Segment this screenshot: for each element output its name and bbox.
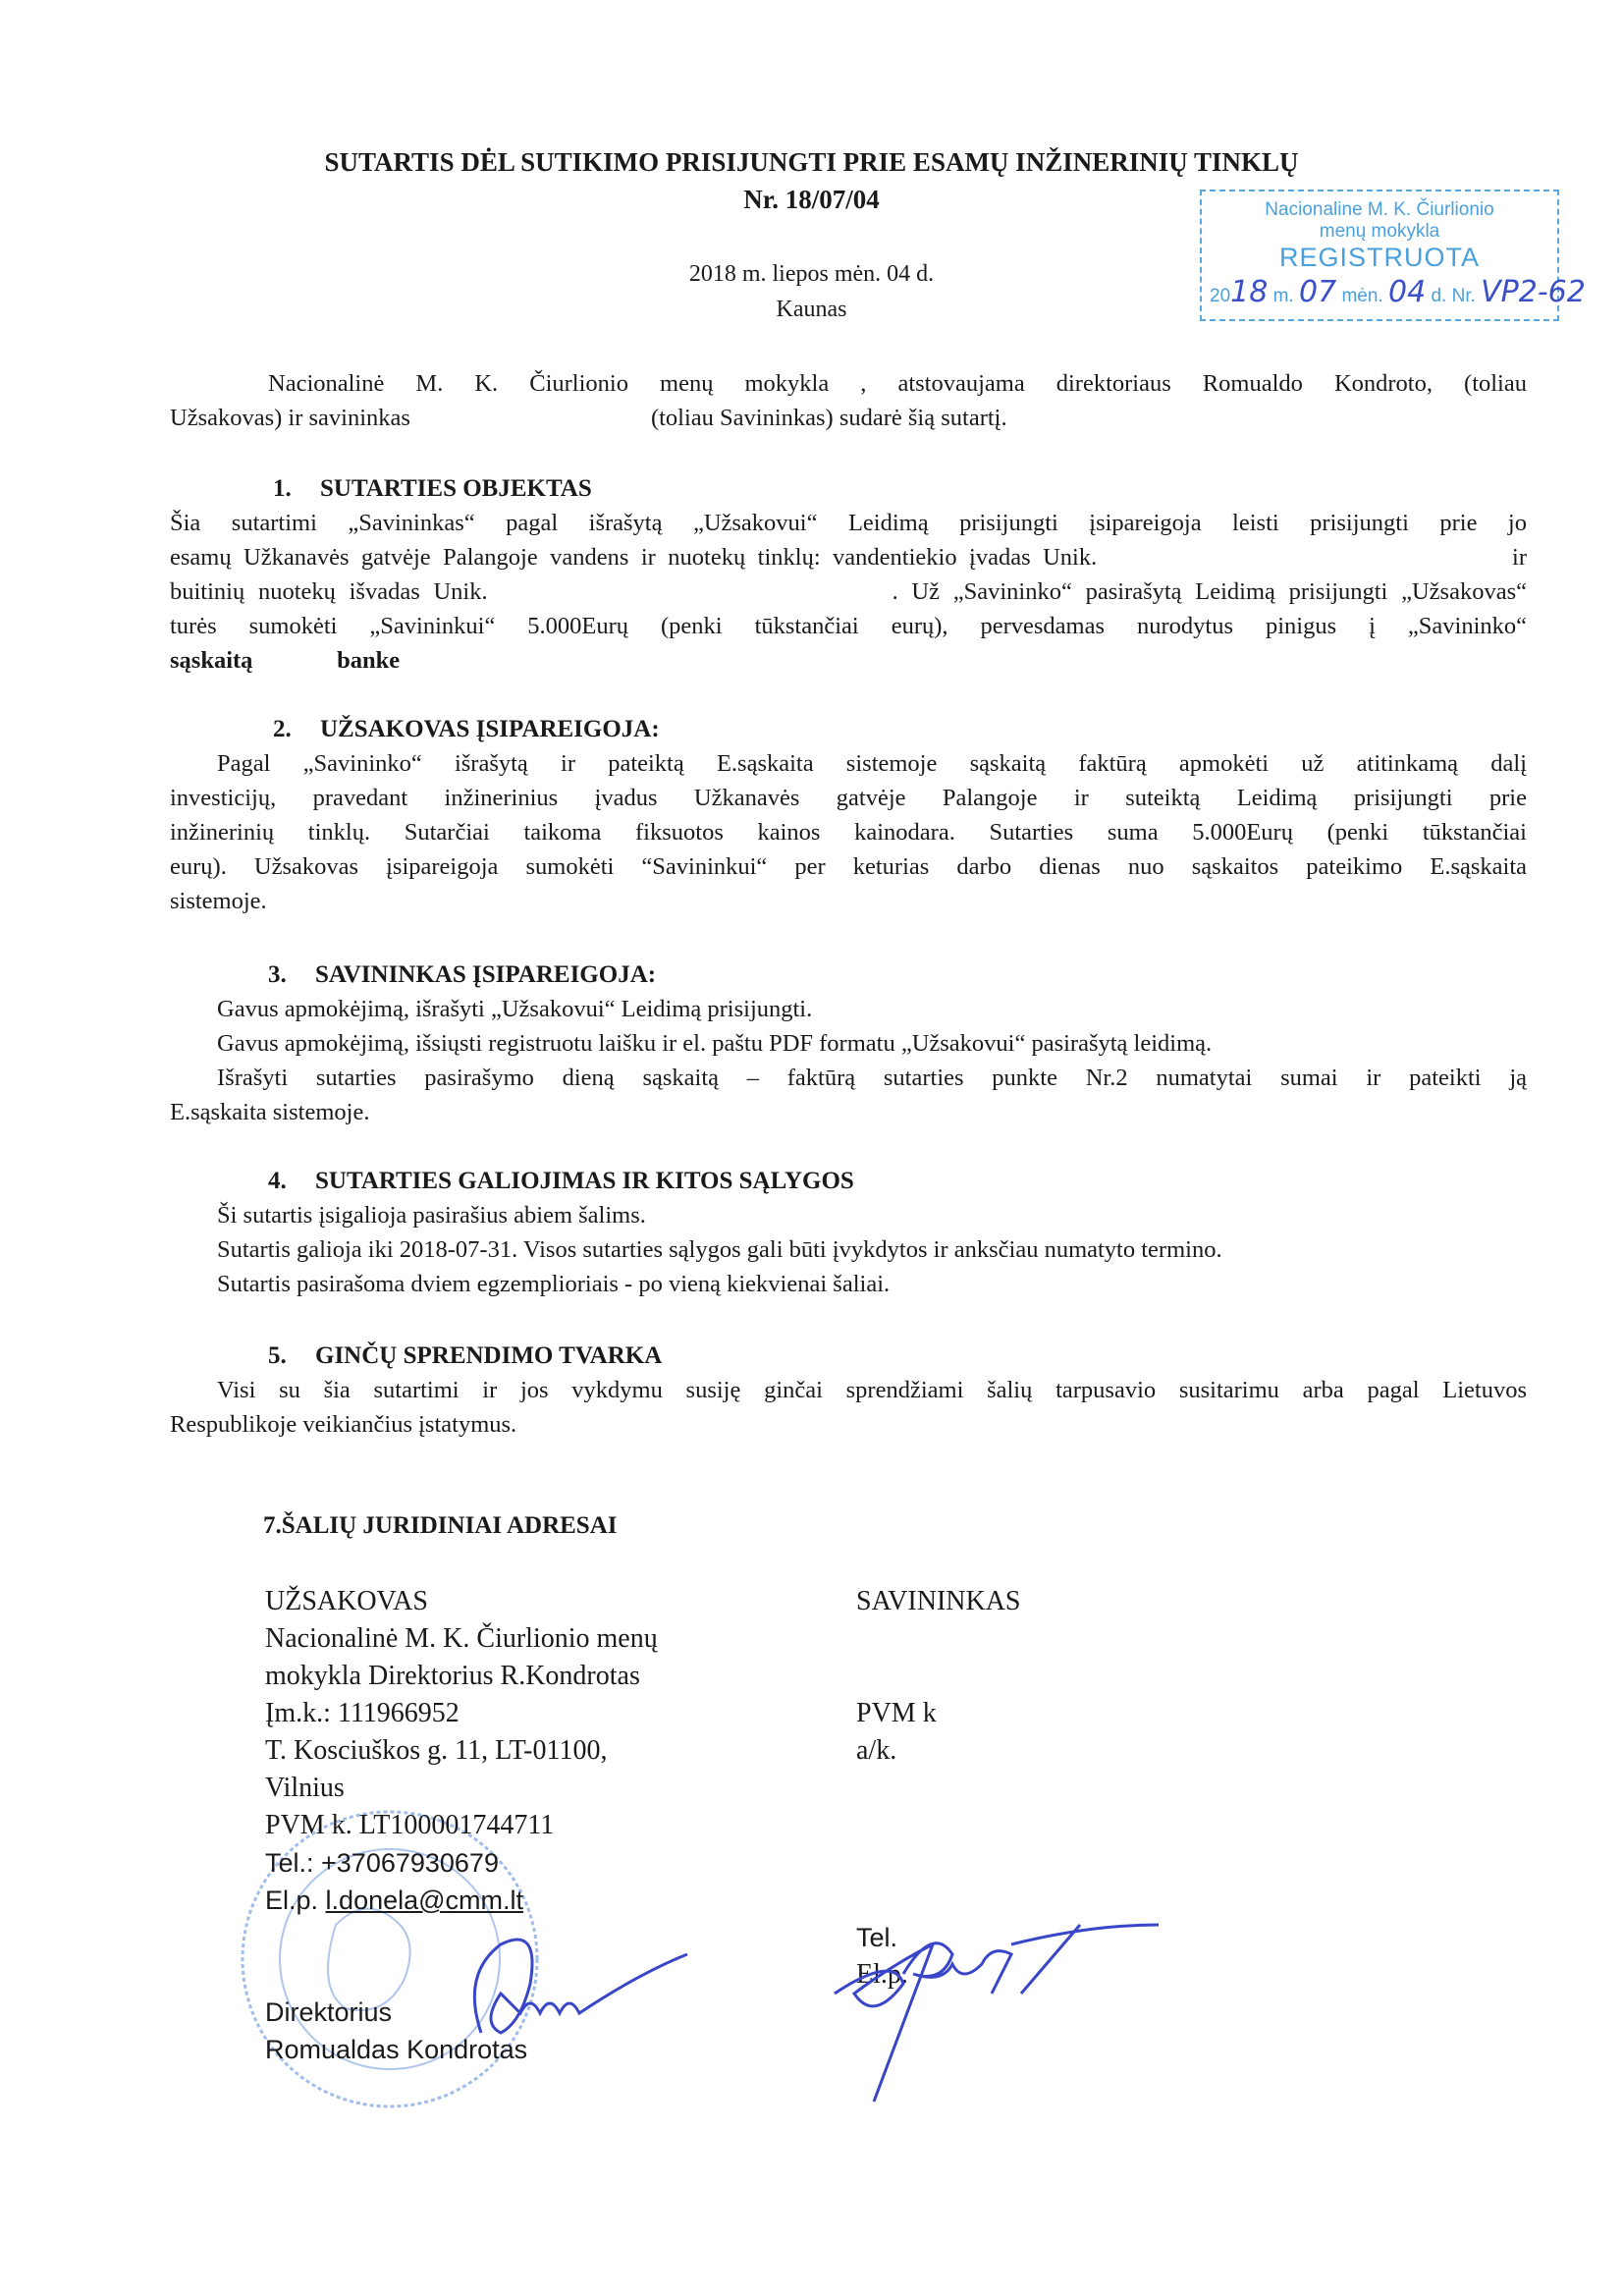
stamp-nr-label: d. Nr.	[1431, 286, 1476, 306]
body-line: E.sąskaita sistemoje.	[170, 1099, 370, 1125]
contract-city: Kaunas	[776, 297, 847, 322]
addresses-heading: 7.ŠALIŲ JURIDINIAI ADRESAI	[263, 1512, 618, 1539]
body-line: turės sumokėti „Savininkui“ 5.000Eurų (penki tūkstančiai eurų), pervesdamas nurodytus pinigus į „Savininko“	[170, 613, 1527, 639]
stamp-year-prefix: 20	[1210, 286, 1231, 306]
stamp-date-row	[1202, 275, 1586, 309]
stamp-reg-number-handwritten: VP2-62	[1481, 275, 1586, 309]
stamp-registered: REGISTRUOTA	[1278, 243, 1480, 272]
client-name: mokykla Direktorius R.Kondrotas	[265, 1661, 640, 1691]
body-line: Gavus apmokėjimą, išrašyti „Užsakovui“ Leidimą prisijungti.	[217, 996, 813, 1022]
section-5	[170, 1339, 1527, 1442]
section-title: GINČŲ SPRENDIMO TVARKA	[315, 1342, 663, 1369]
signer-name: Romualdas Kondrotas	[265, 2035, 528, 2064]
section-heading	[170, 957, 1527, 992]
bank-account-line: sąskaitą banke	[170, 647, 401, 674]
client-company-code: Įm.k.: 111966952	[265, 1698, 460, 1728]
section-4	[170, 1164, 1527, 1301]
body-line: Išrašyti sutarties pasirašymo dieną sąskaitą – faktūrą sutarties punkte Nr.2 numatytai sumai ir pateikti ją	[217, 1065, 1527, 1091]
contract-date: 2018 m. liepos mėn. 04 d.	[688, 261, 935, 287]
section-number: 5.	[268, 1342, 287, 1369]
section-number: 2.	[273, 716, 292, 742]
stamp-month-handwritten: 07	[1299, 275, 1337, 309]
registration-stamp	[1200, 190, 1586, 321]
body-line: Sutartis pasirašoma dviem egzemplioriais - po vieną kiekvienai šaliai.	[217, 1271, 891, 1297]
stamp-day-handwritten: 04	[1388, 275, 1427, 309]
client-label: UŽSAKOVAS	[265, 1586, 428, 1616]
intro-line: Užsakovas) ir savininkas (toliau Savininkas) sudarė šią sutartį.	[170, 405, 1007, 431]
body-line: Ši sutartis įsigalioja pasirašius abiem šalims.	[217, 1202, 646, 1229]
section-number: 1.	[273, 475, 292, 502]
section-heading	[170, 1164, 1527, 1198]
stamp-year-handwritten: 18	[1230, 275, 1269, 309]
email-label: El.p.	[265, 1886, 319, 1915]
body-line: buitinių nuotekų išvadas Unik. . Už „Savininko“ pasirašytą Leidimą prisijungti „Užsakovas“	[170, 578, 1527, 605]
stamp-line-1: Nacionaline M. K. Čiurlionio	[1265, 199, 1494, 220]
body-line: inžinerinių tinklų. Sutarčiai taikoma fiksuotos kainos kainodara. Sutarties suma 5.000Eurų (penki tūkstančiai	[170, 819, 1527, 846]
client-address: T. Kosciuškos g. 11, LT-01100,	[265, 1735, 608, 1766]
section-2	[170, 712, 1527, 918]
client-vat: PVM k. LT100001744711	[265, 1810, 555, 1840]
section-title: SAVININKAS ĮSIPAREIGOJA:	[315, 961, 657, 988]
client-email-link[interactable]: l.donela@cmm.lt	[325, 1886, 524, 1915]
client-phone: Tel.: +37067930679	[265, 1848, 499, 1878]
body-line: Pagal „Savininko“ išrašytą ir pateiktą E.sąskaita sistemoje sąskaitą faktūrą apmokėti už atitinkamą dalį	[217, 750, 1527, 777]
section-title: SUTARTIES OBJEKTAS	[320, 475, 592, 502]
owner-phone: Tel.	[856, 1923, 898, 1952]
owner-label: SAVININKAS	[856, 1586, 1021, 1616]
section-number: 4.	[268, 1168, 287, 1194]
stamp-men-label: mėn.	[1341, 286, 1383, 306]
section-1	[170, 471, 1527, 678]
client-address: Vilnius	[265, 1773, 345, 1803]
owner-signature-icon	[825, 1915, 1178, 2111]
section-title: UŽSAKOVAS ĮSIPAREIGOJA:	[320, 716, 660, 742]
client-signature-icon	[422, 1925, 697, 2062]
stamp-line-2: menų mokykla	[1319, 221, 1440, 242]
intro-line: Nacionalinė M. K. Čiurlionio menų mokykla , atstovaujama direktoriaus Romualdo Kondroto, (toliau	[268, 370, 1527, 397]
owner-email: El.p.	[856, 1959, 908, 1990]
body-line: Respublikoje veikiančius įstatymus.	[170, 1411, 517, 1438]
body-line: Sutartis galioja iki 2018-07-31. Visos sutarties sąlygos gali būti įvykdytos ir anksčiau numatyto termino.	[217, 1236, 1222, 1263]
section-heading	[170, 471, 1527, 506]
section-3	[170, 957, 1527, 1129]
signer-title: Direktorius	[265, 1997, 393, 2027]
section-heading	[170, 1339, 1527, 1373]
body-line: Šia sutartimi „Savininkas“ pagal išrašytą „Užsakovui“ Leidimą prisijungti įsipareigoja leisti prisijungti prie jo	[170, 510, 1527, 536]
client-email-row	[265, 1882, 658, 1919]
body-line: Gavus apmokėjimą, išsiųsti registruotu laišku ir el. paštu PDF formatu „Užsakovui“ pasirašytą leidimą.	[217, 1030, 1213, 1057]
section-title: SUTARTIES GALIOJIMAS IR KITOS SĄLYGOS	[315, 1168, 854, 1194]
owner-vat: PVM k	[856, 1698, 937, 1728]
client-name: Nacionalinė M. K. Čiurlionio menų	[265, 1623, 658, 1654]
body-line: esamų Užkanavės gatvėje Palangoje vandens ir nuotekų tinklų: vandentiekio įvadas Unik. ir	[170, 544, 1527, 571]
body-line: investicijų, pravedant inžinerinius įvadus Užkanavės gatvėje Palangoje ir suteiktą Leidimą prisijungti prie	[170, 785, 1527, 811]
intro-paragraph	[170, 366, 1527, 435]
body-line: eurų). Užsakovas įsipareigoja sumokėti “Savininkui“ per keturias darbo dienas nuo sąskaitos pateikimo E.sąskaita	[170, 853, 1527, 880]
body-line: sistemoje.	[170, 888, 267, 914]
body-line: Visi su šia sutartimi ir jos vykdymu susiję ginčai sprendžiami šalių tarpusavio susitarimu arba pagal Lietuvos	[217, 1377, 1527, 1403]
section-number: 3.	[268, 961, 287, 988]
stamp-m-label: m.	[1272, 286, 1294, 306]
section-heading	[170, 712, 1527, 746]
owner-account: a/k.	[856, 1735, 897, 1766]
document-title: SUTARTIS DĖL SUTIKIMO PRISIJUNGTI PRIE ESAMŲ INŽINERINIŲ TINKLŲ	[324, 147, 1299, 177]
contract-number: Nr. 18/07/04	[743, 185, 880, 214]
